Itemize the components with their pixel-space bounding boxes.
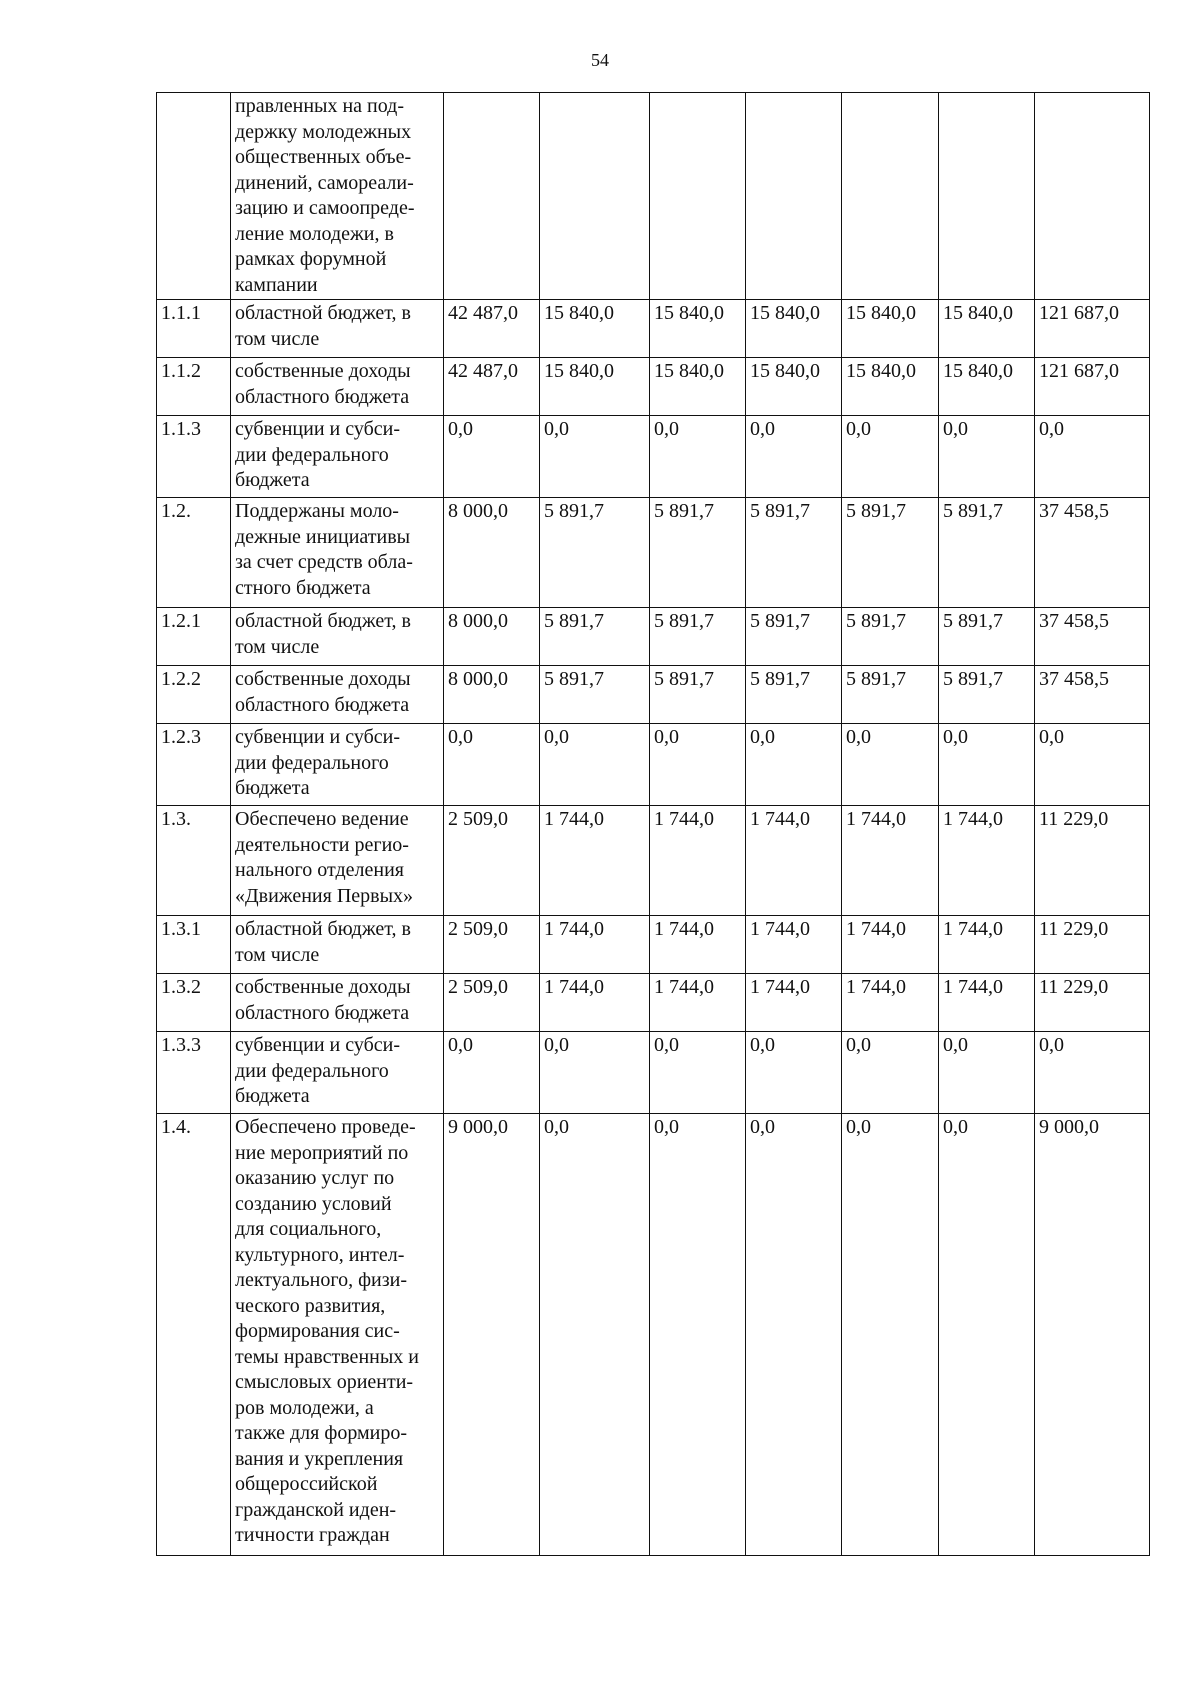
row-name-line: собственные доходы: [235, 668, 411, 690]
table-row: [157, 498, 1150, 608]
row-code: 1.2.1: [157, 608, 231, 666]
row-code: 1.1.1: [157, 300, 231, 358]
table-row: [157, 724, 1150, 806]
value-cell: 0,0: [444, 416, 540, 498]
value-cell: 0,0: [540, 724, 650, 806]
value-cell: 0,0: [939, 724, 1035, 806]
row-name-line: зацию и самоопреде-: [235, 197, 415, 219]
row-name-line: областного бюджета: [235, 385, 410, 408]
row-name: [231, 974, 444, 1032]
value-cell: 15 840,0: [650, 358, 746, 416]
row-name-line: областного бюджета: [235, 1001, 410, 1024]
value-cell: [444, 93, 540, 300]
value-cell: 5 891,7: [540, 608, 650, 666]
page-number: 54: [591, 50, 609, 70]
value-cell: 1 744,0: [842, 916, 939, 974]
value-cell: 5 891,7: [650, 498, 746, 608]
value-cell: 0,0: [746, 416, 842, 498]
row-name-line: нального отделения: [235, 859, 404, 881]
row-name-line: ние мероприятий по: [235, 1141, 409, 1164]
row-code: 1.1.3: [157, 416, 231, 498]
row-name-line: формирования сис-: [235, 1320, 400, 1342]
value-cell: 0,0: [939, 1114, 1035, 1556]
value-cell: 0,0: [746, 724, 842, 806]
value-cell: 0,0: [444, 724, 540, 806]
value-cell: 0,0: [746, 1114, 842, 1556]
value-cell: 0,0: [650, 416, 746, 498]
table-row: [157, 1114, 1150, 1556]
row-name-line: ческого развития,: [235, 1294, 386, 1317]
row-name: [231, 358, 444, 416]
row-name-line: оказанию услуг по: [235, 1167, 395, 1189]
row-name-line: темы нравственных и: [235, 1345, 419, 1368]
value-cell: 9 000,0: [1035, 1114, 1150, 1556]
row-name-line: собственные доходы: [235, 360, 411, 382]
value-cell: 11 229,0: [1035, 916, 1150, 974]
value-cell: 1 744,0: [746, 916, 842, 974]
row-name-line: держку молодежных: [235, 120, 412, 143]
table-row: [157, 416, 1150, 498]
row-name-line: дии федерального: [235, 1059, 389, 1082]
row-name-line: тичности граждан: [235, 1524, 390, 1546]
value-cell: 0,0: [540, 1114, 650, 1556]
value-cell: 11 229,0: [1035, 974, 1150, 1032]
value-cell: 5 891,7: [650, 666, 746, 724]
value-cell: 9 000,0: [444, 1114, 540, 1556]
row-name-line: вания и укрепления: [235, 1447, 404, 1470]
value-cell: 2 509,0: [444, 974, 540, 1032]
row-code: 1.2.3: [157, 724, 231, 806]
value-cell: 0,0: [939, 1032, 1035, 1114]
value-cell: 0,0: [540, 1032, 650, 1114]
row-name-line: бюджета: [235, 1085, 310, 1107]
value-cell: 8 000,0: [444, 608, 540, 666]
value-cell: 5 891,7: [650, 608, 746, 666]
row-name-line: смысловых ориенти-: [235, 1371, 414, 1393]
row-code: 1.3.2: [157, 974, 231, 1032]
value-cell: 5 891,7: [842, 498, 939, 608]
value-cell: 2 509,0: [444, 806, 540, 916]
value-cell: 0,0: [444, 1032, 540, 1114]
table-row: [157, 93, 1150, 300]
value-cell: 121 687,0: [1035, 300, 1150, 358]
row-name-line: правленных на под-: [235, 95, 405, 117]
value-cell: 8 000,0: [444, 666, 540, 724]
value-cell: 5 891,7: [939, 608, 1035, 666]
value-cell: 5 891,7: [842, 666, 939, 724]
row-code: 1.4.: [157, 1114, 231, 1556]
value-cell: 42 487,0: [444, 358, 540, 416]
row-name-line: деятельности регио-: [235, 833, 409, 856]
table-row: [157, 916, 1150, 974]
row-name-line: областной бюджет, в: [235, 918, 411, 940]
row-name-line: областного бюджета: [235, 693, 410, 716]
row-name-line: дии федерального: [235, 751, 389, 774]
value-cell: 2 509,0: [444, 916, 540, 974]
row-name: [231, 416, 444, 498]
table-row: [157, 974, 1150, 1032]
table-row: [157, 300, 1150, 358]
value-cell: 0,0: [746, 1032, 842, 1114]
value-cell: 0,0: [1035, 416, 1150, 498]
value-cell: 15 840,0: [939, 300, 1035, 358]
row-name-line: субвенции и субси-: [235, 726, 401, 748]
value-cell: 1 744,0: [746, 974, 842, 1032]
value-cell: 0,0: [650, 1114, 746, 1556]
row-code: 1.2.2: [157, 666, 231, 724]
row-code: 1.2.: [157, 498, 231, 608]
row-name-line: общероссийской: [235, 1473, 378, 1495]
value-cell: 15 840,0: [939, 358, 1035, 416]
value-cell: 0,0: [842, 416, 939, 498]
value-cell: 0,0: [540, 416, 650, 498]
value-cell: 5 891,7: [540, 498, 650, 608]
table-row: [157, 806, 1150, 916]
row-name-line: том числе: [235, 327, 320, 350]
value-cell: 5 891,7: [540, 666, 650, 724]
row-name-line: том числе: [235, 635, 320, 658]
row-name-line: ление молодежи, в: [235, 222, 394, 245]
row-name-line: динений, самореали-: [235, 171, 414, 194]
row-name: [231, 1032, 444, 1114]
value-cell: 0,0: [842, 1032, 939, 1114]
row-name-line: Поддержаны моло-: [235, 500, 399, 522]
value-cell: 5 891,7: [939, 498, 1035, 608]
table-row: [157, 358, 1150, 416]
row-name: [231, 666, 444, 724]
value-cell: 121 687,0: [1035, 358, 1150, 416]
row-name-line: областной бюджет, в: [235, 302, 411, 324]
row-name-line: субвенции и субси-: [235, 418, 401, 440]
row-name-line: Обеспечено проведе-: [235, 1116, 416, 1138]
row-code: 1.3.1: [157, 916, 231, 974]
value-cell: 0,0: [939, 416, 1035, 498]
value-cell: 5 891,7: [746, 666, 842, 724]
row-name-line: стного бюджета: [235, 576, 371, 599]
value-cell: 0,0: [1035, 1032, 1150, 1114]
row-name-line: за счет средств обла-: [235, 551, 413, 573]
value-cell: 1 744,0: [939, 806, 1035, 916]
value-cell: [1035, 93, 1150, 300]
value-cell: 1 744,0: [650, 974, 746, 1032]
row-name-line: рамках форумной: [235, 248, 387, 270]
value-cell: 1 744,0: [540, 974, 650, 1032]
value-cell: 37 458,5: [1035, 666, 1150, 724]
value-cell: 1 744,0: [540, 916, 650, 974]
row-name-line: также для формиро-: [235, 1422, 408, 1444]
row-name: [231, 93, 444, 300]
value-cell: 5 891,7: [746, 498, 842, 608]
row-name: [231, 916, 444, 974]
row-name-line: дии федерального: [235, 443, 389, 466]
value-cell: 0,0: [1035, 724, 1150, 806]
value-cell: 1 744,0: [842, 974, 939, 1032]
row-name-line: ров молодежи, а: [235, 1396, 374, 1419]
value-cell: 5 891,7: [746, 608, 842, 666]
row-name: [231, 806, 444, 916]
table-row: [157, 1032, 1150, 1114]
value-cell: 0,0: [650, 724, 746, 806]
value-cell: 15 840,0: [842, 358, 939, 416]
value-cell: 0,0: [650, 1032, 746, 1114]
value-cell: 11 229,0: [1035, 806, 1150, 916]
value-cell: 1 744,0: [939, 916, 1035, 974]
row-name-line: Обеспечено ведение: [235, 808, 409, 830]
budget-table: [156, 92, 1150, 1556]
value-cell: 0,0: [842, 724, 939, 806]
value-cell: 1 744,0: [939, 974, 1035, 1032]
row-name-line: общественных объе-: [235, 146, 412, 168]
row-name-line: культурного, интел-: [235, 1243, 405, 1266]
value-cell: 37 458,5: [1035, 498, 1150, 608]
budget-table-body: [157, 93, 1150, 1556]
value-cell: 15 840,0: [650, 300, 746, 358]
row-name-line: том числе: [235, 943, 320, 966]
row-name-line: «Движения Первых»: [235, 884, 414, 907]
table-row: [157, 608, 1150, 666]
value-cell: 5 891,7: [842, 608, 939, 666]
value-cell: 8 000,0: [444, 498, 540, 608]
value-cell: 1 744,0: [842, 806, 939, 916]
value-cell: 1 744,0: [540, 806, 650, 916]
value-cell: [650, 93, 746, 300]
row-name-line: собственные доходы: [235, 976, 411, 998]
value-cell: 5 891,7: [939, 666, 1035, 724]
row-name-line: созданию условий: [235, 1192, 392, 1215]
row-code: [157, 93, 231, 300]
row-name-line: лектуального, физи-: [235, 1269, 408, 1291]
row-name-line: гражданской иден-: [235, 1498, 397, 1521]
value-cell: 1 744,0: [650, 806, 746, 916]
row-name: [231, 608, 444, 666]
row-name-line: для социального,: [235, 1218, 382, 1240]
row-name-line: бюджета: [235, 777, 310, 799]
value-cell: 42 487,0: [444, 300, 540, 358]
row-name: [231, 1114, 444, 1556]
row-name: [231, 300, 444, 358]
row-name: [231, 498, 444, 608]
value-cell: 15 840,0: [746, 300, 842, 358]
value-cell: 15 840,0: [842, 300, 939, 358]
value-cell: [540, 93, 650, 300]
value-cell: 1 744,0: [650, 916, 746, 974]
value-cell: [842, 93, 939, 300]
value-cell: 0,0: [842, 1114, 939, 1556]
row-code: 1.3.: [157, 806, 231, 916]
table-row: [157, 666, 1150, 724]
row-code: 1.1.2: [157, 358, 231, 416]
value-cell: 1 744,0: [746, 806, 842, 916]
value-cell: [746, 93, 842, 300]
row-name-line: областной бюджет, в: [235, 610, 411, 632]
row-name-line: кампании: [235, 273, 318, 296]
value-cell: 15 840,0: [540, 300, 650, 358]
value-cell: 15 840,0: [746, 358, 842, 416]
value-cell: 15 840,0: [540, 358, 650, 416]
value-cell: [939, 93, 1035, 300]
row-name-line: субвенции и субси-: [235, 1034, 401, 1056]
row-name-line: бюджета: [235, 469, 310, 491]
row-code: 1.3.3: [157, 1032, 231, 1114]
row-name: [231, 724, 444, 806]
value-cell: 37 458,5: [1035, 608, 1150, 666]
row-name-line: дежные инициативы: [235, 525, 411, 548]
